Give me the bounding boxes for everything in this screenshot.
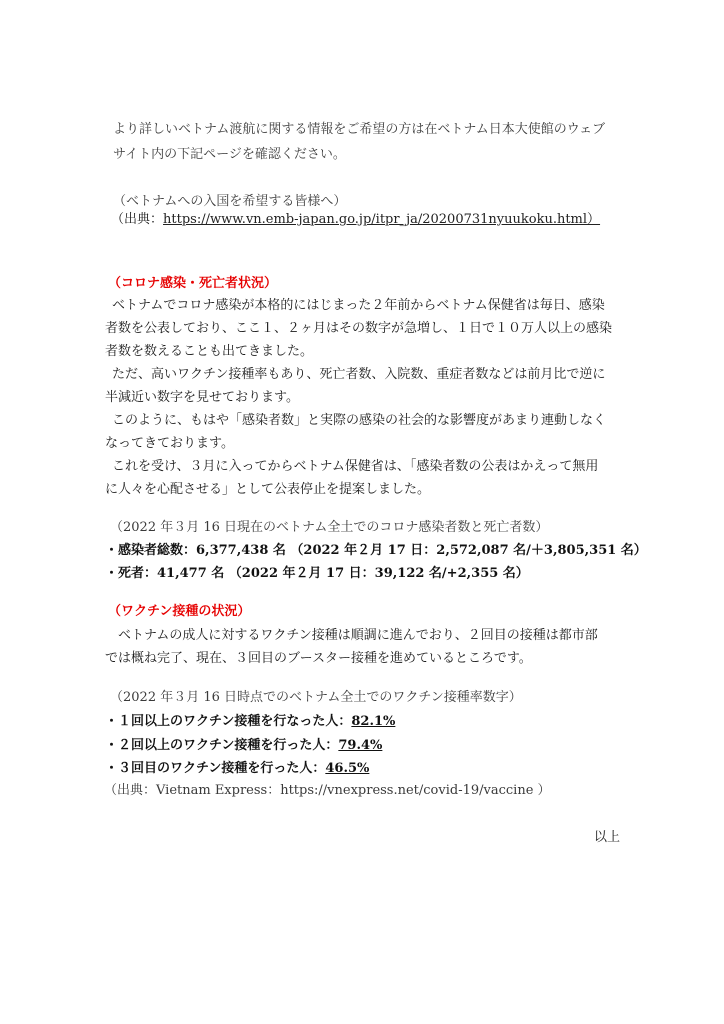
rate-1-value: 82.1% bbox=[351, 714, 396, 729]
rate-3-value: 46.5% bbox=[325, 761, 370, 776]
covid-stats-caption: （2022 年３月 16 日現在のベトナム全土でのコロナ感染者数と死亡者数） bbox=[110, 520, 549, 535]
covid-p3-line-2: なってきております。 bbox=[105, 436, 234, 451]
vaccine-rate-1 bbox=[105, 713, 395, 731]
rate-2-value: 79.4% bbox=[338, 738, 383, 753]
vaccine-rate-3 bbox=[105, 760, 369, 778]
covid-p3-line-1: このように、もはや「感染者数」と実際の感染の社会的な影響度があまり連動しなく bbox=[112, 413, 607, 428]
intro-line-2: サイト内の下記ページを確認ください。 bbox=[113, 147, 346, 162]
covid-p1-line-1: ベトナムでコロナ感染が本格的にはじまった２年前からベトナム保健省は毎日、感染 bbox=[112, 298, 605, 313]
rate-1-label: ・１回以上のワクチン接種を行なった人： bbox=[105, 714, 352, 729]
covid-p4-line-1: これを受け、３月に入ってからベトナム保健省は、「感染者数の公表はかえって無用 bbox=[112, 459, 599, 474]
rate-2-label: ・２回以上のワクチン接種を行った人： bbox=[105, 738, 339, 753]
vaccine-section-heading: （ワクチン接種の状況） bbox=[108, 604, 251, 619]
source-prefix: （出典： bbox=[111, 212, 164, 227]
vaccine-p1-line-2: では概ね完了、現在、３回目のブースター接種を進めているところです。 bbox=[105, 651, 532, 666]
intro-source bbox=[111, 211, 600, 229]
intro-line-1: より詳しいベトナム渡航に関する情報をご希望の方は在ベトナム日本大使館のウェブ bbox=[113, 122, 606, 137]
covid-p2-line-2: 半減近い数字を見せております。 bbox=[105, 390, 299, 405]
covid-section-heading: （コロナ感染・死亡者状況） bbox=[108, 276, 278, 291]
vaccine-p1-line-1: ベトナムの成人に対するワクチン接種は順調に進んでおり、２回目の接種は都市部 bbox=[118, 628, 598, 643]
embassy-link[interactable]: https://www.vn.emb-japan.go.jp/itpr_ja/20200731nyuukoku.html） bbox=[163, 212, 601, 227]
covid-p1-line-2: 者数を公表しており、ここ１、２ヶ月はその数字が急増し、１日で１０万人以上の感染 bbox=[105, 321, 613, 336]
covid-p4-line-2: に人々を心配させる」として公表停止を提案しました。 bbox=[105, 482, 431, 497]
rate-3-label: ・３回目のワクチン接種を行った人： bbox=[105, 761, 326, 776]
embassy-page-title: （ベトナムへの入国を希望する皆様へ） bbox=[113, 194, 347, 209]
stat-deaths-total: ・死者：41,477 名 （2022 年２月 17 日：39,122 名/+2,355 名） bbox=[105, 566, 529, 581]
covid-p2-line-1: ただ、高いワクチン接種率もあり、死亡者数、入院数、重症者数などは前月比で逆に bbox=[112, 367, 606, 382]
vaccine-rate-2 bbox=[105, 737, 382, 755]
covid-p1-line-3: 者数を数えることも出てきました。 bbox=[105, 344, 314, 359]
closing-text: 以上 bbox=[593, 830, 620, 845]
vaccine-rate-caption: （2022 年３月 16 日時点でのベトナム全土でのワクチン接種率数字） bbox=[110, 690, 522, 705]
stat-infected-total: ・感染者総数：6,377,438 名 （2022 年２月 17 日：2,572,087 名/＋3,805,351 名） bbox=[105, 543, 647, 558]
vaccine-source: （出典：Vietnam Express：https://vnexpress.net/covid-19/vaccine ） bbox=[104, 783, 551, 798]
